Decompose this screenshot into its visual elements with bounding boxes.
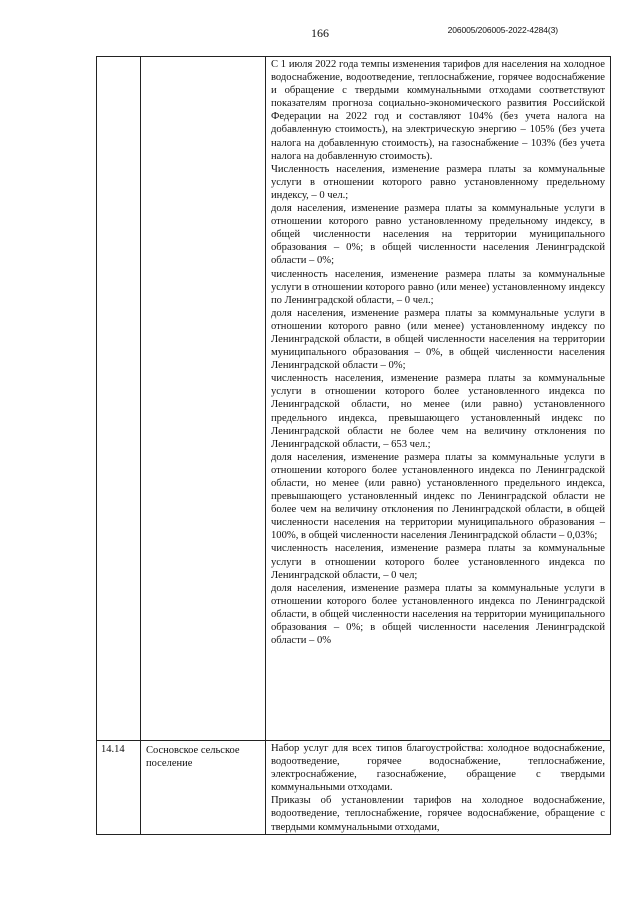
paragraph: доля населения, изменение размера платы за коммунальные услуги в отношении которого равно установленному предельному индексу, в общей численности населения на территории муниципального образования – 0%; в общей численности населения Ленинградской области – 0%; [271,203,605,267]
paragraph: Численность населения, изменение размера платы за коммунальные услуги в отношении которого равно установленному предельному индексу, – 0 чел.; [271,163,605,201]
paragraph: Набор услуг для всех типов благоустройства: холодное водоснабжение, водоотведение, горячее водоснабжение, теплоснабжение, электроснабжение, газоснабжение, обращение с твердыми коммунальными отходами. [271,743,605,794]
paragraph: доля населения, изменение размера платы за коммунальные услуги в отношении которого равно (или менее) установленному индексу по Ленинградской области, в общей численности населения на территории муниципального образования – 0%, в общей численности населения Ленинградской области – 0%; [271,307,605,372]
table-row [97,57,611,741]
paragraph: доля населения, изменение размера платы за коммунальные услуги в отношении которого более установленного индекса по Ленинградской области, в общей численности населения на территории муниципального образования – 0%; в общей численности населения Ленинградской области – 0% [271,582,605,647]
row-content [266,741,611,835]
table-row [97,741,611,835]
paragraph: численность населения, изменение размера платы за коммунальные услуги в отношении которого равно (или менее) установленному индексу по Ленинградской области, – 0 чел.; [271,268,605,306]
row-number: 14.14 [97,741,141,835]
paragraph: Приказы об установлении тарифов на холодное водоснабжение, водоотведение, теплоснабжение, горячее водоснабжение, обращение с твердыми коммунальными отходами, [271,795,605,833]
document-code: 206005/206005-2022-4284(3) [447,25,558,35]
data-table [96,56,611,835]
paragraph: численность населения, изменение размера платы за коммунальные услуги в отношении которого более установленного индекса по Ленинградской области, но менее (или равно) установленного предельного индекса, превышающего установленный индекс по Ленинградской области не более чем на величину отклонения по Ленинградской области, – 653 чел.; [271,373,605,450]
settlement-name [141,57,266,741]
paragraph: доля населения, изменение размера платы за коммунальные услуги в отношении которого более установленного индекса по Ленинградской области, но менее (или равно) установленного предельного индекса, превышающего установленный индекс по Ленинградской области не более чем на величину отклонения по Ленинградской области, в общей численности населения на территории муниципального образования – 100%, в общей численности населения Ленинградской области – 0,03%; [271,451,605,542]
page-number: 166 [311,26,329,40]
paragraph: численность населения, изменение размера платы за коммунальные услуги в отношении которого более установленного индекса по Ленинградской области, – 0 чел; [271,543,605,581]
row-number [97,57,141,741]
row-content [266,57,611,741]
paragraph: С 1 июля 2022 года темпы изменения тарифов для населения на холодное водоснабжение, водоотведение, теплоснабжение, горячее водоснабжение и обращение с твердыми коммунальными отходами соответствуют показателям прогноза социально-экономического развития Российской Федерации на 2022 год и составляют 104% (без учета налога на добавленную стоимость), на электрическую энергию – 105% (без учета налога на добавленную стоимость), на газоснабжение – 103% (без учета налога на добавленную стоимость). [271,59,605,162]
settlement-name: Сосновское сельское поселение [141,741,266,835]
